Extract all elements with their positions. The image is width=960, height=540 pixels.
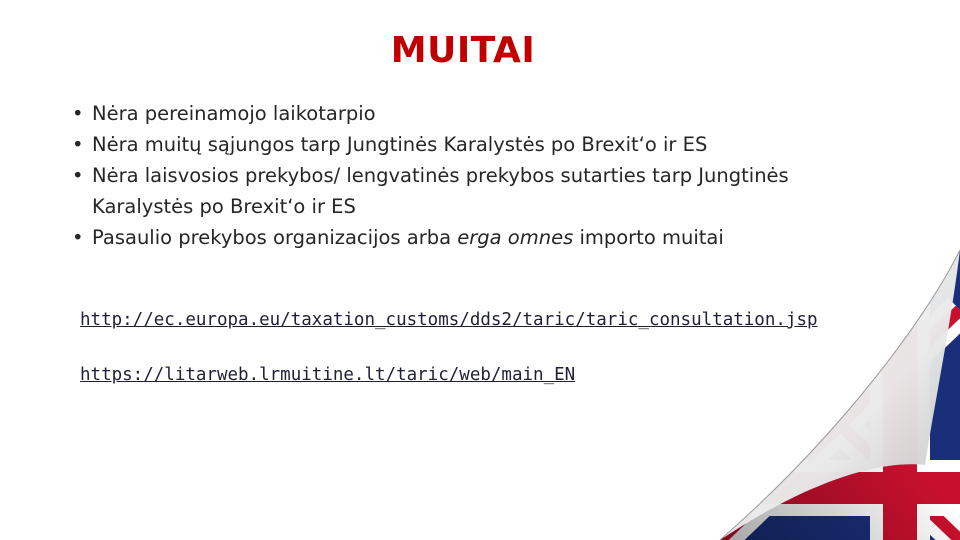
bullet-item xyxy=(72,160,872,222)
taric-ec-link[interactable]: http://ec.europa.eu/taxation_customs/dds2/taric/taric_consultation.jsp xyxy=(80,310,818,330)
bullet-text: Nėra laisvosios prekybos/ lengvatinės prekybos sutarties tarp Jungtinės Karalystės po Brexit‘o ir ES xyxy=(92,164,789,218)
bullet-item xyxy=(72,129,872,160)
union-jack-page-curl-icon xyxy=(720,250,960,540)
taric-lt-link[interactable]: https://litarweb.lrmuitine.lt/taric/web/main_EN xyxy=(80,365,576,385)
bullet-item xyxy=(72,222,872,253)
bullet-text: Nėra muitų sąjungos tarp Jungtinės Karalystės po Brexit‘o ir ES xyxy=(92,133,708,156)
bullet-marker: • xyxy=(72,226,84,249)
bullet-marker: • xyxy=(72,164,84,187)
bullet-text-italic: erga omnes xyxy=(457,226,574,249)
bullet-marker: • xyxy=(72,102,84,125)
bullet-list xyxy=(72,98,872,253)
bullet-text: Nėra pereinamojo laikotarpio xyxy=(92,102,376,125)
link-list xyxy=(80,310,818,385)
bullet-item xyxy=(72,98,872,129)
bullet-text-before: Pasaulio prekybos organizacijos arba xyxy=(92,226,458,249)
slide-title: MUITAI xyxy=(390,30,536,71)
bullet-marker: • xyxy=(72,133,84,156)
bullet-text-after: importo muitai xyxy=(573,226,724,249)
